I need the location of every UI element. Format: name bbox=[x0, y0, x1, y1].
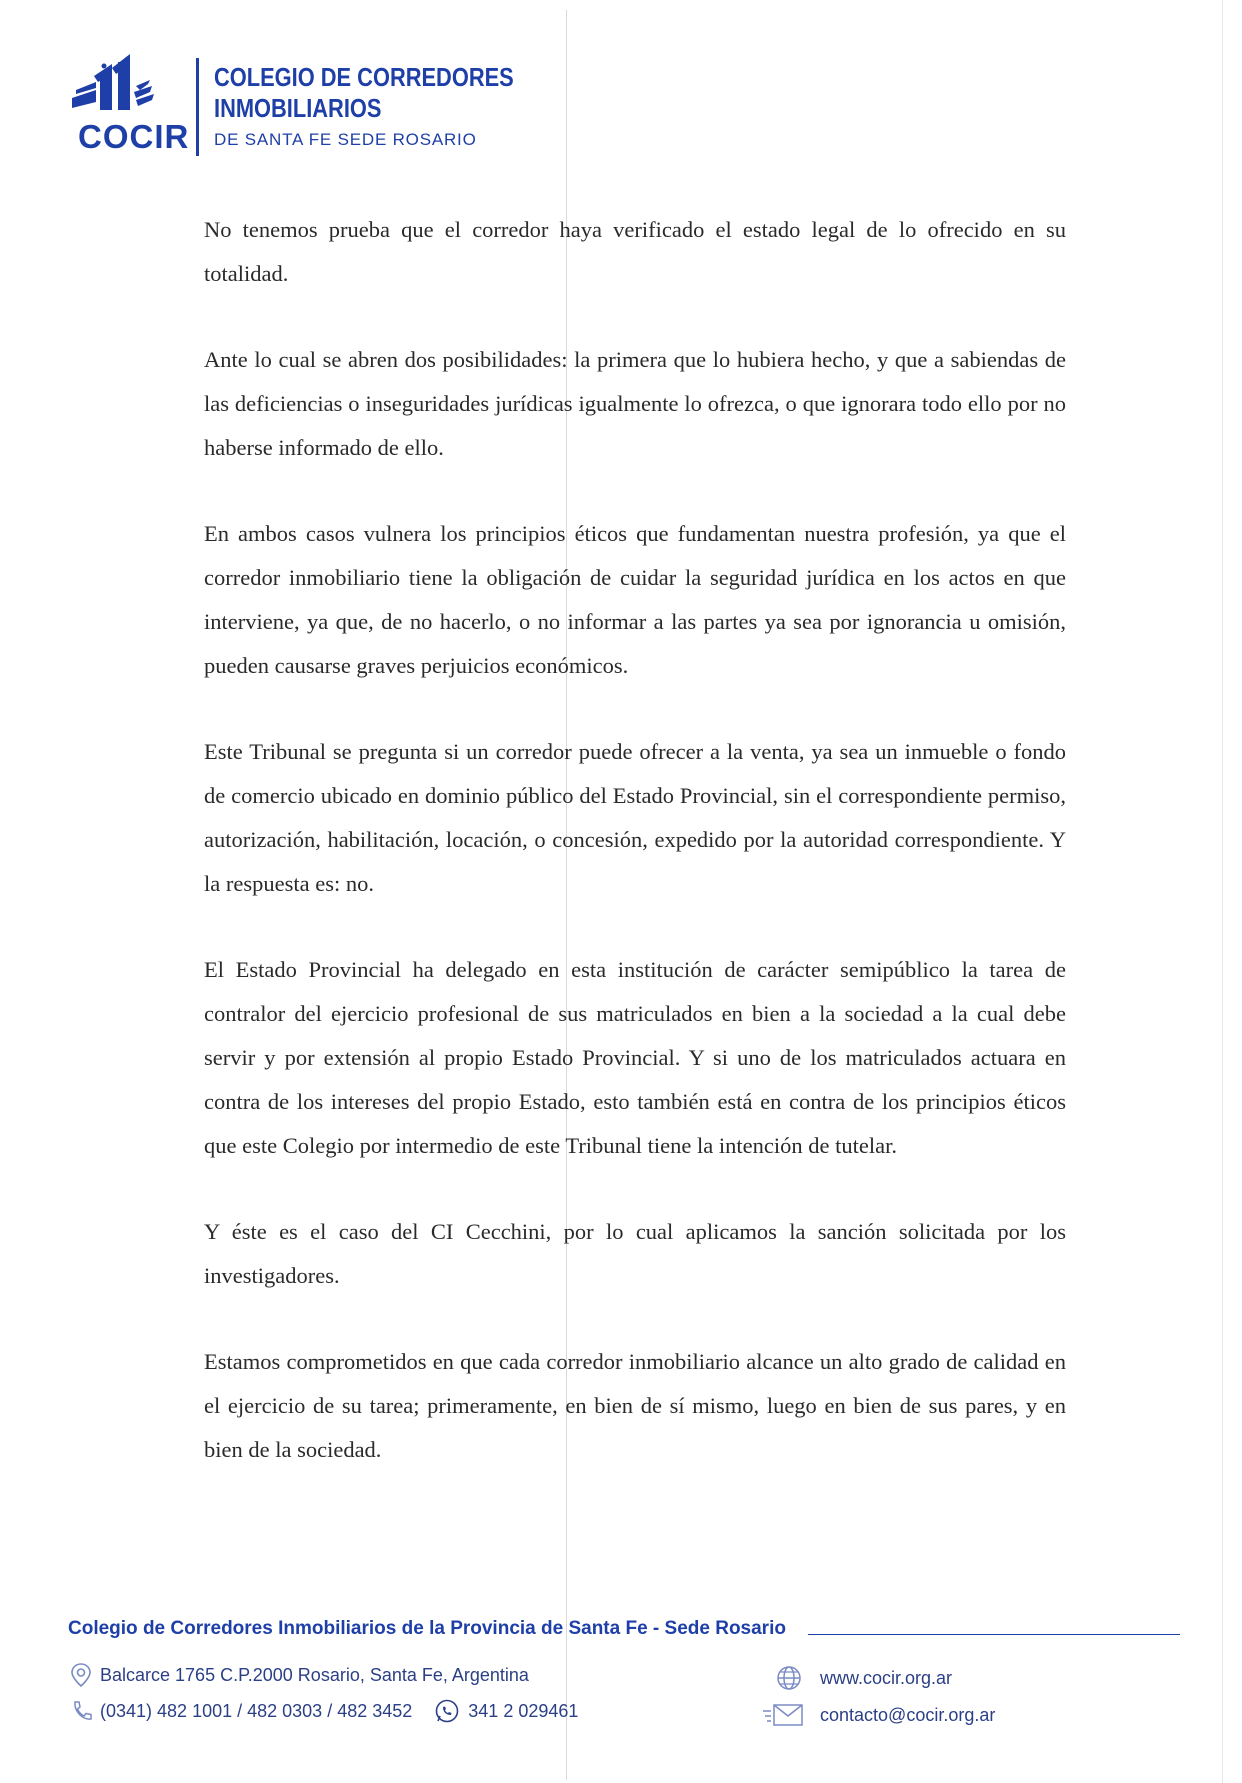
whatsapp-icon bbox=[434, 1698, 460, 1724]
footer-email bbox=[762, 1702, 995, 1728]
paragraph: Y éste es el caso del CI Cecchini, por lo cual aplicamos la sanción solicitada por los investigadores. bbox=[204, 1219, 1066, 1288]
website-link[interactable]: www.cocir.org.ar bbox=[820, 1667, 953, 1688]
location-pin-icon bbox=[70, 1662, 92, 1688]
phone-icon bbox=[70, 1699, 92, 1723]
organization-name bbox=[214, 62, 571, 150]
cocir-logo bbox=[66, 52, 190, 155]
paragraph: Este Tribunal se pregunta si un corredor puede ofrecer a la venta, ya sea un inmueble o fondo de comercio ubicado en dominio público del Estado Provincial, sin el correspondiente permiso, autorización, habilitación, locación, o concesión, expedido por la autoridad correspondiente. Y la respuesta es: no. bbox=[204, 739, 1066, 896]
footer-address bbox=[70, 1662, 529, 1688]
page-edge bbox=[1222, 0, 1223, 1783]
logo-text: COCIR bbox=[78, 118, 190, 155]
header-divider bbox=[196, 58, 199, 156]
footer-title: Colegio de Corredores Inmobiliarios de la Provincia de Santa Fe - Sede Rosario bbox=[68, 1618, 786, 1639]
paragraph: Estamos comprometidos en que cada corredor inmobiliario alcance un alto grado de calidad en el ejercicio de su tarea; primeramente, en bien de sí mismo, luego en bien de sus pares, y en bien de la sociedad. bbox=[204, 1349, 1066, 1462]
org-name-line-1: COLEGIO DE CORREDORES bbox=[214, 62, 514, 92]
footer-website bbox=[774, 1664, 952, 1692]
email-icon bbox=[762, 1702, 804, 1728]
org-name-line-2: INMOBILIARIOS bbox=[214, 93, 382, 123]
paragraph: En ambos casos vulnera los principios éticos que fundamentan nuestra profesión, ya que el corredor inmobiliario tiene la obligación de cuidar la seguridad jurídica en los actos en que interviene, ya que, de no hacerlo, o no informar a las partes ya sea por ignorancia u omisión, pueden causarse graves perjuicios económicos. bbox=[204, 521, 1066, 678]
document-body bbox=[204, 208, 1066, 1514]
address-text: Balcarce 1765 C.P.2000 Rosario, Santa Fe, Argentina bbox=[100, 1664, 529, 1685]
globe-icon bbox=[774, 1664, 804, 1692]
whatsapp-number[interactable]: 341 2 029461 bbox=[468, 1700, 579, 1721]
footer-rule bbox=[808, 1634, 1180, 1635]
paragraph: Ante lo cual se abren dos posibilidades: la primera que lo hubiera hecho, y que a sabiendas de las deficiencias o inseguridades jurídicas igualmente lo ofrezca, o que ignorara todo ello por no haberse informado de ello. bbox=[204, 347, 1066, 460]
email-link[interactable]: contacto@cocir.org.ar bbox=[820, 1704, 996, 1725]
paragraph: No tenemos prueba que el corredor haya verificado el estado legal de lo ofrecido en su totalidad. bbox=[204, 217, 1066, 286]
paragraph: El Estado Provincial ha delegado en esta institución de carácter semipúblico la tarea de contralor del ejercicio profesional de sus matriculados en bien a la sociedad a la cual debe servir y por extensión al propio Estado Provincial. Y si uno de los matriculados actuara en contra de los intereses del propio Estado, esto también está en contra de los principios éticos que este Colegio por intermedio de este Tribunal tiene la intención de tutelar. bbox=[204, 957, 1066, 1158]
logo-mark-icon bbox=[66, 52, 176, 124]
footer-phones bbox=[70, 1698, 578, 1724]
org-name-line-3: DE SANTA FE SEDE ROSARIO bbox=[214, 130, 477, 149]
phones-text[interactable]: (0341) 482 1001 / 482 0303 / 482 3452 bbox=[100, 1700, 413, 1721]
